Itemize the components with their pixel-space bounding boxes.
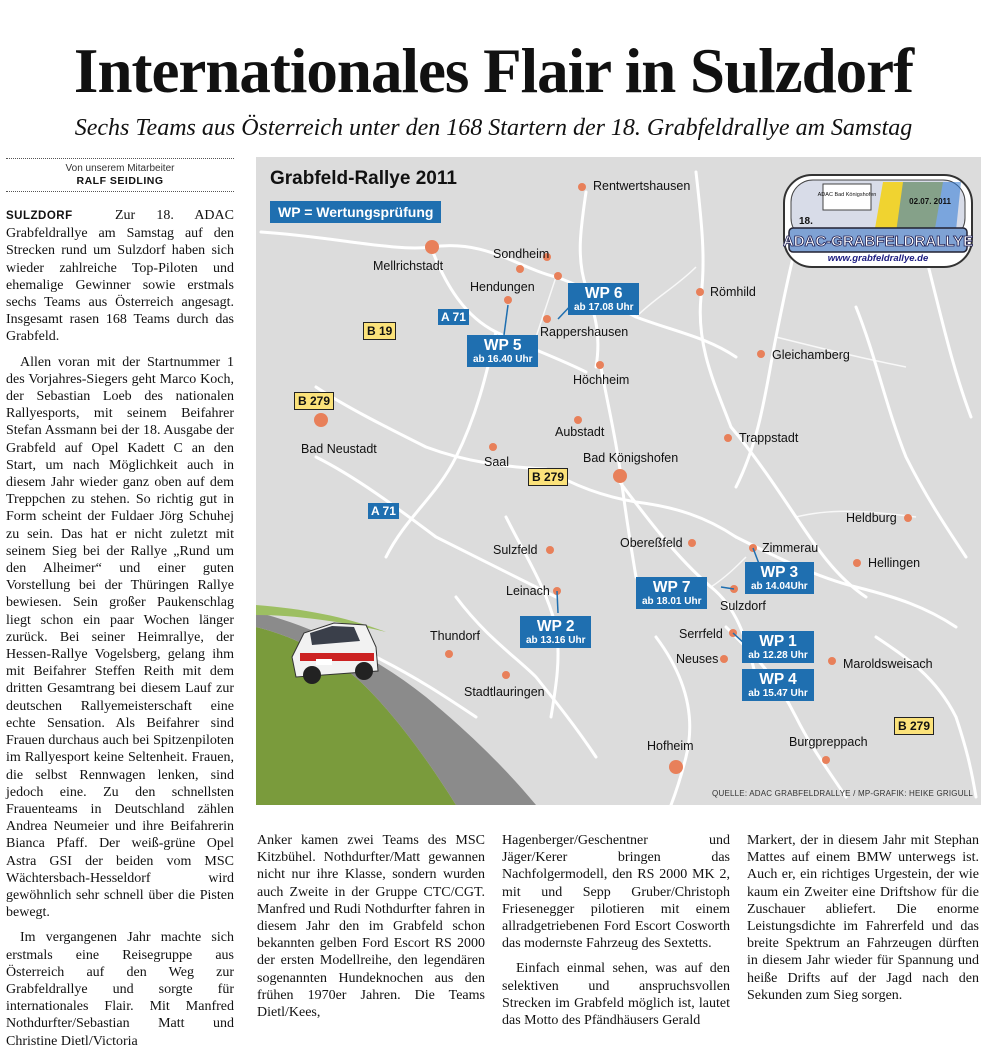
town-oberessfeld: Obereßfeld: [620, 536, 683, 550]
rally-logo: [783, 174, 973, 268]
town-hendungen: Hendungen: [470, 280, 535, 294]
town-marker: [720, 655, 728, 663]
town-heldburg: Heldburg: [846, 511, 897, 525]
town-marker: [314, 413, 328, 427]
town-hellingen: Hellingen: [868, 556, 921, 570]
stage-box-wp2: [520, 616, 591, 648]
dateline: SULZDORF: [6, 210, 73, 222]
logo-club: ADAC Bad Königshofen: [817, 192, 877, 198]
town-marker: [688, 539, 696, 547]
article-paragraph: [6, 207, 234, 346]
town-marker: [904, 514, 912, 522]
subheadline: Sechs Teams aus Österreich unter den 168 Startern der 18. Grabfeldrallye am Samstag: [74, 115, 913, 141]
stage-box-wp6: [568, 283, 639, 315]
town-trappstadt: Trappstadt: [739, 431, 799, 445]
stage-name: WP 1: [759, 633, 797, 650]
rally-map: [256, 157, 981, 805]
logo-name: ADAC-GRABFELDRALLYE: [783, 233, 973, 250]
stage-box-wp4: [742, 669, 814, 701]
byline-intro: Von unserem Mitarbeiter: [65, 163, 175, 174]
road-shield-b279: B 279: [294, 392, 334, 410]
stage-box-wp7: [636, 577, 707, 609]
town-sulzdorf: Sulzdorf: [720, 599, 766, 613]
town-marker: [822, 756, 830, 764]
byline: [6, 158, 234, 192]
town-marker: [516, 265, 524, 273]
town-marker: [613, 469, 627, 483]
stage-box-wp1: [742, 631, 814, 663]
article-paragraph: Allen voran mit der Startnummer 1 des Vorjahres-Siegers geht Marco Koch, der Sebastian Loeb des nationalen Rallyesports, mit seinem Beifahrer Stefan Assmann bei der 18. Ausgabe der Grabfeld auf Opel Kadett C an den Start, um nach Möglichkeit auch in diesem Jahr wieder ganz oben auf dem Treppchen zu stehen. So richtig gut in Form scheint der Fuldaer Jörg Schuhej zu sein. Das hat er nicht zuletzt mit seinem Sieg bei der Rallye „Rund um den Alheimer“ und einer guten Vorstellung bei der Thüringen Rallye bewiesen. Sein großer Paukenschlag liegt schon ein paar Wochen länger zurück. Bei seiner Heimrallye, der Hessen-Rallye Vogelsberg, gelang ihm mit Beifahrer Steffen Reith mit dem dritten Gesamtrang bei diesem Lauf zur deutschen Rallyemeisterschaft eine echte Sensation. Als Beifahrer sind Frauen durchaus auch bei Spitzenpiloten im Rallyesport keine Seltenheit. Frauen, die selbst Rennwagen lenken, sind jedoch eine. Zu den schnellsten Frauenteams in Deutschland zählen Andrea Neumeier und ihre Beifahrerin Bianca Pfaff. Der weiß-grüne Opel Astra GSI der beiden vom MSC Wächtersbach-Hesseldorf wird gewöhnlich sehr schnell über die Pisten bewegt.: [6, 354, 234, 921]
town-roemhild: Römhild: [710, 285, 756, 299]
road-shield-b279: B 279: [894, 717, 934, 735]
town-rappershausen: Rappershausen: [540, 325, 629, 339]
town-marker: [853, 559, 861, 567]
stage-time: ab 18.01 Uhr: [642, 596, 702, 607]
stage-time: ab 17.08 Uhr: [574, 302, 634, 313]
town-marker: [696, 288, 704, 296]
town-serrfeld: Serrfeld: [679, 627, 723, 641]
article-paragraph: Hagenberger/Geschentner und Jäger/Kerer bringen das Nachfolgermodell, den RS 2000 MK 2, mit und Sepp Gruber/Christoph Friesenegger pilotieren mit einem allradgetriebenen Ford Escort Cosworth das modernste Fahrzeug des Sextetts.: [502, 833, 730, 952]
stage-time: ab 14.04Uhr: [751, 581, 808, 592]
town-thundorf: Thundorf: [430, 629, 481, 643]
town-marker: [828, 657, 836, 665]
town-marker: [669, 760, 683, 774]
stage-time: ab 15.47 Uhr: [748, 688, 808, 699]
town-marker: [543, 315, 551, 323]
logo-url: www.grabfeldrallye.de: [827, 253, 929, 264]
map-legend: WP = Wertungsprüfung: [270, 201, 441, 223]
town-marker: [425, 240, 439, 254]
map-source: QUELLE: ADAC GRABFELDRALLYE / MP-GRAFIK: HEIKE GRIGULL: [712, 789, 973, 798]
town-leinach: Leinach: [506, 584, 550, 598]
stage-box-wp3: [745, 562, 814, 594]
article-column-4: [747, 832, 979, 1004]
town-marker: [596, 361, 604, 369]
headline: Internationales Flair in Sulzdorf: [73, 36, 914, 106]
road-shield-b19: B 19: [363, 322, 396, 340]
byline-author: RALF SEIDLING: [76, 175, 164, 187]
stage-name: WP 6: [584, 285, 623, 302]
road-shield-a71: A 71: [368, 503, 399, 519]
stage-name: WP 4: [759, 671, 797, 688]
town-aubstadt: Aubstadt: [555, 425, 605, 439]
town-marker: [574, 416, 582, 424]
paragraph-text: Zur 18. ADAC Grabfeldrallye am Samstag auf den Strecken rund um Sulzdorf haben sich wieder zahlreiche Top-Piloten und ehemalige Gewinner sowie erstmals sechs Teams aus Österreich angesagt. Insgesamt rasen 168 Teams durch das Grabfeld.: [6, 208, 234, 345]
town-mellrichstadt: Mellrichstadt: [373, 259, 444, 273]
stage-name: WP 7: [652, 579, 691, 596]
town-stadtlauringen: Stadtlauringen: [464, 685, 545, 699]
stage-name: WP 5: [483, 337, 522, 354]
town-gleichamberg: Gleichamberg: [772, 348, 850, 362]
road-shield-b279: B 279: [528, 468, 568, 486]
stage-box-wp5: [467, 335, 538, 367]
town-neuses: Neuses: [676, 652, 719, 666]
stage-name: WP 2: [536, 618, 575, 635]
town-marker: [502, 671, 510, 679]
article-paragraph: Anker kamen zwei Teams des MSC Kitzbühel. Nothdurfter/Matt gewannen nicht nur ihre Klasse, sondern wurden auch Zweite in der Gruppe CTC/CGT. Manfred und Rudi Nothdurfter fahren in diesem Jahr den im Grabfeld schon bekannten gelben Ford Escort RS 2000 der ersten Modellreihe, den legendären sogenannten Hundeknochen aus den frühen 1970er Jahren. Die Teams Dietl/Kees,: [257, 833, 485, 1021]
town-marker: [489, 443, 497, 451]
town-marker: [546, 546, 554, 554]
town-marker: [724, 434, 732, 442]
stage-name: WP 3: [760, 564, 799, 581]
town-sulzfeld: Sulzfeld: [493, 543, 538, 557]
town-hoechheim: Höchheim: [573, 373, 630, 387]
town-marker: [578, 183, 586, 191]
article-paragraph: Im vergangenen Jahr machte sich erstmals eine Reisegruppe aus Österreich auf den Weg zur Grabfeldrallye und sorgte für internationales Flair. Mit Manfred Nothdurfter/Sebastian Matt und Christine Dietl/Victoria: [6, 930, 234, 1049]
town-maroldsweisach: Maroldsweisach: [843, 657, 933, 671]
town-rentwertshausen: Rentwertshausen: [593, 179, 691, 193]
town-marker: [445, 650, 453, 658]
stage-time: ab 16.40 Uhr: [473, 354, 533, 365]
town-burgpreppach: Burgpreppach: [789, 735, 868, 749]
article-paragraph: Markert, der in diesem Jahr mit Stephan Mattes auf einem BMW unterwegs ist. Auch er, ein richtiges Urgestein, der wie kaum ein Zweiter eine Driftshow für die Zuschauer abliefert. Die enorme Leistungsdichte im Fahrerfeld und das breite Spektrum an Fahrzeugen dürften in diesem Jahr wieder für Spannung und heiße Drifts auf der Jagd nach den Sekunden zum Sieg sorgen.: [747, 833, 979, 1003]
road-shield-a71: A 71: [438, 309, 469, 325]
town-marker: [757, 350, 765, 358]
map-title: Grabfeld-Rallye 2011: [270, 168, 457, 189]
town-zimmerau: Zimmerau: [762, 541, 819, 555]
town-bad-neustadt: Bad Neustadt: [301, 442, 377, 456]
town-marker: [554, 272, 562, 280]
article-column-3: [502, 832, 730, 1029]
town-saal: Saal: [484, 455, 510, 469]
town-sondheim: Sondheim: [493, 247, 550, 261]
logo-date: 02.07. 2011: [909, 197, 951, 206]
town-hofheim: Hofheim: [647, 739, 694, 753]
article-column-2: [257, 832, 485, 1021]
stage-time: ab 12.28 Uhr: [748, 650, 808, 661]
town-bad-koenigshofen: Bad Königshofen: [583, 451, 679, 465]
logo-edition: 18.: [799, 216, 813, 227]
town-marker: [504, 296, 512, 304]
stage-time: ab 13.16 Uhr: [526, 635, 586, 646]
article-column-1: [6, 207, 234, 1050]
article-paragraph: Einfach einmal sehen, was auf den selektiven und anspruchsvollen Strecken im Grabfeld möglich ist, lautet das Motto des Pfändhäusers Gerald: [502, 961, 730, 1029]
